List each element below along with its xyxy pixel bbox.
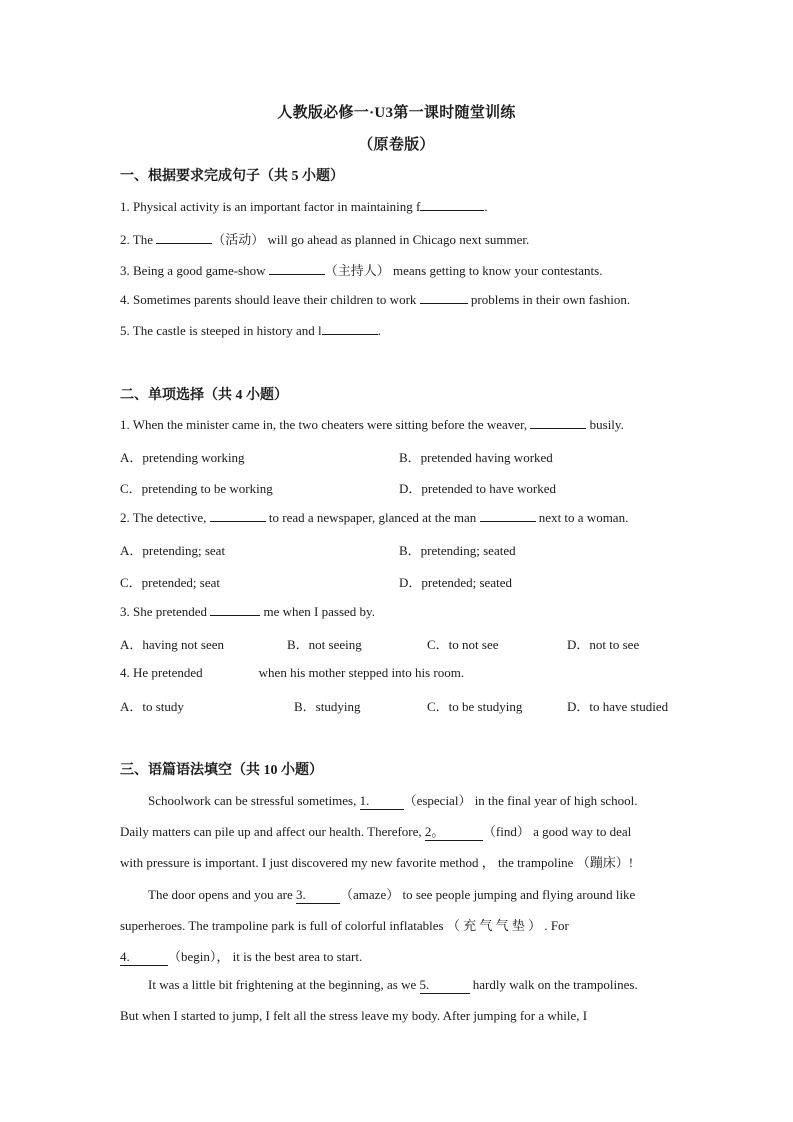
answer-blank[interactable] [210, 603, 260, 616]
blank-number: 2。 [424, 824, 445, 839]
answer-blank[interactable] [420, 291, 468, 304]
s1-q2-text: 2. The [120, 232, 157, 247]
answer-blank[interactable] [322, 322, 378, 335]
answer-blank[interactable] [480, 509, 536, 522]
answer-blank[interactable] [269, 262, 325, 275]
document-title: 人教版必修一·U3第一课时随堂训练 [277, 105, 516, 121]
passage-text: （especial） in the final year of high school. [403, 793, 638, 808]
s2-question-4 [120, 665, 464, 681]
s1-question-2 [120, 229, 529, 248]
blank-2[interactable] [425, 821, 483, 841]
passage-text: （amaze） to see people jumping and flying around like [340, 887, 636, 902]
option-c[interactable]: C．to not see [427, 637, 499, 652]
option-b[interactable]: B．pretended having worked [399, 450, 553, 465]
blank-1[interactable] [360, 793, 404, 810]
passage-text: hardly walk on the trampolines. [469, 977, 638, 992]
s2-q2-text: 2. The detective, [120, 510, 210, 525]
document-subtitle: （原卷版） [358, 137, 435, 153]
passage-text: （begin）， it is the best area to start. [168, 949, 363, 964]
option-a[interactable]: A．pretending working [120, 450, 245, 465]
s1-q4-text: 4. Sometimes parents should leave their children to work [120, 292, 420, 307]
s1-q5-text: 5. The castle is steeped in history and l [120, 323, 322, 338]
option-b[interactable]: B．not seeing [287, 637, 362, 652]
passage-line [120, 821, 677, 841]
passage-text: It was a little bit frightening at the beginning, as we [148, 977, 420, 992]
s1-q2-end: will go ahead as planned in Chicago next summer. [264, 232, 530, 247]
s2-question-1 [120, 416, 624, 433]
option-b[interactable]: B．studying [294, 699, 361, 714]
passage-line [120, 946, 677, 966]
blank-number: 5. [419, 977, 430, 992]
s2-q4-end: when his mother stepped into his room. [258, 665, 465, 680]
blank-number: 3. [296, 887, 306, 902]
s1-q4-end: problems in their own fashion. [467, 292, 631, 307]
option-d[interactable]: D．pretended; seated [399, 575, 512, 590]
s1-question-4 [120, 291, 630, 308]
s2-q4-text: 4. He pretended [120, 665, 203, 680]
s2-q3-text: 3. She pretended [120, 604, 211, 619]
passage-text: Schoolwork can be stressful sometimes, [148, 793, 360, 808]
option-d[interactable]: D．to have studied [567, 699, 669, 714]
option-d[interactable]: D．not to see [567, 637, 640, 652]
blank-number: 1. [359, 793, 370, 808]
s2-question-3 [120, 603, 375, 620]
s2-q2-end: next to a woman. [535, 510, 629, 525]
s2-q1-end: busily. [586, 417, 624, 432]
s1-question-3 [120, 260, 602, 279]
option-d[interactable]: D．pretended to have worked [399, 481, 557, 496]
s1-q3-end: means getting to know your contestants. [389, 263, 603, 278]
answer-blank[interactable] [210, 509, 266, 522]
s1-q3-text: 3. Being a good game-show [120, 263, 269, 278]
section-3-heading: 三、语篇语法填空（共 10 小题） [120, 763, 323, 778]
passage-line [148, 790, 677, 810]
passage-line [148, 977, 677, 994]
passage-line: superheroes. The trampoline park is full of colorful inflatables （ 充 气 气 垫 ） . For [120, 918, 569, 933]
s2-question-2 [120, 509, 628, 526]
s2-q1-text: 1. When the minister came in, the two cheaters were sitting before the weaver, [120, 417, 531, 432]
passage-line: with pressure is important. I just discovered my new favorite method ， the trampoline （蹦床）! [120, 855, 634, 870]
blank-number: 4. [120, 949, 130, 964]
passage-line [148, 884, 677, 904]
answer-blank[interactable] [530, 416, 586, 429]
option-a[interactable]: A．having not seen [120, 637, 224, 652]
passage-text: The door opens and you are [148, 887, 297, 902]
passage-line: But when I started to jump, I felt all the stress leave my body. After jumping for a while, I [120, 1008, 588, 1023]
option-b[interactable]: B．pretending; seated [399, 543, 516, 558]
s1-question-5 [120, 322, 381, 339]
section-2-heading: 二、单项选择（共 4 小题） [120, 388, 288, 403]
option-c[interactable]: C．pretending to be working [120, 481, 273, 496]
s1-q5-end: . [377, 323, 381, 338]
section-1-heading: 一、根据要求完成句子（共 5 小题） [120, 169, 344, 184]
s1-q1-end: . [484, 199, 488, 214]
passage-text: Daily matters can pile up and affect our health. Therefore, [120, 824, 425, 839]
passage-text: （find） a good way to deal [482, 824, 632, 839]
option-c[interactable]: C．pretended; seat [120, 575, 220, 590]
answer-blank[interactable] [156, 231, 212, 244]
answer-blank[interactable] [420, 198, 484, 211]
blank-3[interactable] [296, 887, 340, 904]
s1-q2-hint: （活动） [212, 232, 265, 247]
option-c[interactable]: C．to be studying [427, 699, 523, 714]
s1-question-1 [120, 198, 488, 215]
option-a[interactable]: A．to study [120, 699, 184, 714]
s2-q3-end: me when I passed by. [260, 604, 375, 619]
blank-4[interactable] [120, 949, 168, 966]
option-a[interactable]: A．pretending; seat [120, 543, 226, 558]
s1-q1-text: 1. Physical activity is an important factor in maintaining f [120, 199, 421, 214]
s1-q3-hint: （主持人） [324, 263, 390, 278]
blank-5[interactable] [420, 977, 470, 994]
s2-q2-mid: to read a newspaper, glanced at the man [265, 510, 480, 525]
